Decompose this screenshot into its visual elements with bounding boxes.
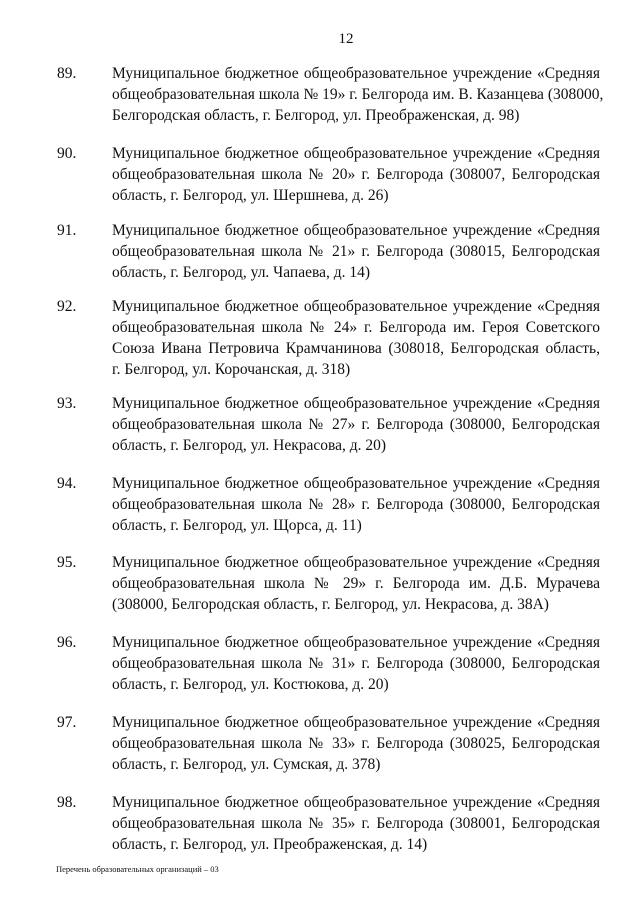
text-line: г. Белгород, ул. Корочанская, д. 318) — [112, 361, 351, 378]
text-line: Союза Ивана Петровича Крамчанинова (308018, Белгородская область, — [112, 340, 600, 357]
item-number: 92. — [57, 298, 77, 315]
item-text — [112, 632, 600, 695]
item-number: 89. — [57, 65, 77, 82]
text-line: область, г. Белгород, ул. Преображенская, д. 14) — [112, 836, 428, 853]
text-line: Муниципальное бюджетное общеобразовательное учреждение «Средняя — [112, 395, 600, 412]
text-line: область, г. Белгород, ул. Чапаева, д. 14) — [112, 264, 371, 281]
item-text — [112, 143, 600, 206]
text-line: Муниципальное бюджетное общеобразовательное учреждение «Средняя — [112, 714, 600, 731]
text-line: область, г. Белгород, ул. Сумская, д. 378) — [112, 756, 381, 773]
item-text — [112, 552, 600, 615]
item-number: 96. — [57, 634, 77, 651]
text-line: область, г. Белгород, ул. Щорса, д. 11) — [112, 517, 362, 534]
item-number: 90. — [57, 145, 77, 162]
item-text — [112, 393, 600, 456]
item-number: 91. — [57, 222, 77, 239]
item-number: 94. — [57, 475, 77, 492]
item-text — [112, 712, 600, 775]
item-number: 97. — [57, 714, 77, 731]
text-line: Белгородская область, г. Белгород, ул. Преображенская, д. 98) — [112, 107, 520, 124]
item-text — [112, 792, 600, 855]
text-line: Муниципальное бюджетное общеобразовательное учреждение «Средняя — [112, 475, 600, 492]
item-text — [112, 473, 600, 536]
text-line: общеобразовательная школа № 20» г. Белгорода (308007, Белгородская — [112, 166, 600, 183]
text-line: Муниципальное бюджетное общеобразовательное учреждение «Средняя — [112, 554, 600, 571]
text-line: общеобразовательная школа № 28» г. Белгорода (308000, Белгородская — [112, 496, 600, 513]
text-line: область, г. Белгород, ул. Некрасова, д. 20) — [112, 437, 387, 454]
text-line: Муниципальное бюджетное общеобразовательное учреждение «Средняя — [112, 222, 600, 239]
item-text — [112, 220, 600, 283]
text-line: общеобразовательная школа № 35» г. Белгорода (308001, Белгородская — [112, 815, 600, 832]
item-number: 95. — [57, 554, 77, 571]
text-line: общеобразовательная школа № 29» г. Белгорода им. Д.Б. Мурачева — [112, 575, 600, 592]
text-line: Муниципальное бюджетное общеобразовательное учреждение «Средняя — [112, 145, 600, 162]
text-line: общеобразовательная школа № 33» г. Белгорода (308025, Белгородская — [112, 735, 600, 752]
text-line: общеобразовательная школа № 31» г. Белгорода (308000, Белгородская — [112, 655, 600, 672]
text-line: Муниципальное бюджетное общеобразовательное учреждение «Средняя — [112, 65, 600, 82]
text-line: Муниципальное бюджетное общеобразовательное учреждение «Средняя — [112, 634, 600, 651]
text-line: общеобразовательная школа № 27» г. Белгорода (308000, Белгородская — [112, 416, 600, 433]
item-number: 93. — [57, 395, 77, 412]
text-line: Муниципальное бюджетное общеобразовательное учреждение «Средняя — [112, 298, 600, 315]
text-line: общеобразовательная школа № 24» г. Белгорода им. Героя Советского — [112, 319, 600, 336]
footer-text: Перечень образовательных организаций – 03 — [56, 864, 219, 874]
item-text — [112, 296, 600, 380]
item-text — [112, 63, 604, 126]
text-line: (308000, Белгородская область, г. Белгород, ул. Некрасова, д. 38А) — [112, 596, 549, 613]
item-number: 98. — [57, 794, 77, 811]
page-number: 12 — [338, 31, 354, 47]
text-line: область, г. Белгород, ул. Костюкова, д. 20) — [112, 676, 389, 693]
text-line: область, г. Белгород, ул. Шершнева, д. 26) — [112, 187, 389, 204]
text-line: общеобразовательная школа № 19» г. Белгорода им. В. Казанцева (308000, — [112, 86, 604, 103]
text-line: общеобразовательная школа № 21» г. Белгорода (308015, Белгородская — [112, 243, 600, 260]
text-line: Муниципальное бюджетное общеобразовательное учреждение «Средняя — [112, 794, 600, 811]
